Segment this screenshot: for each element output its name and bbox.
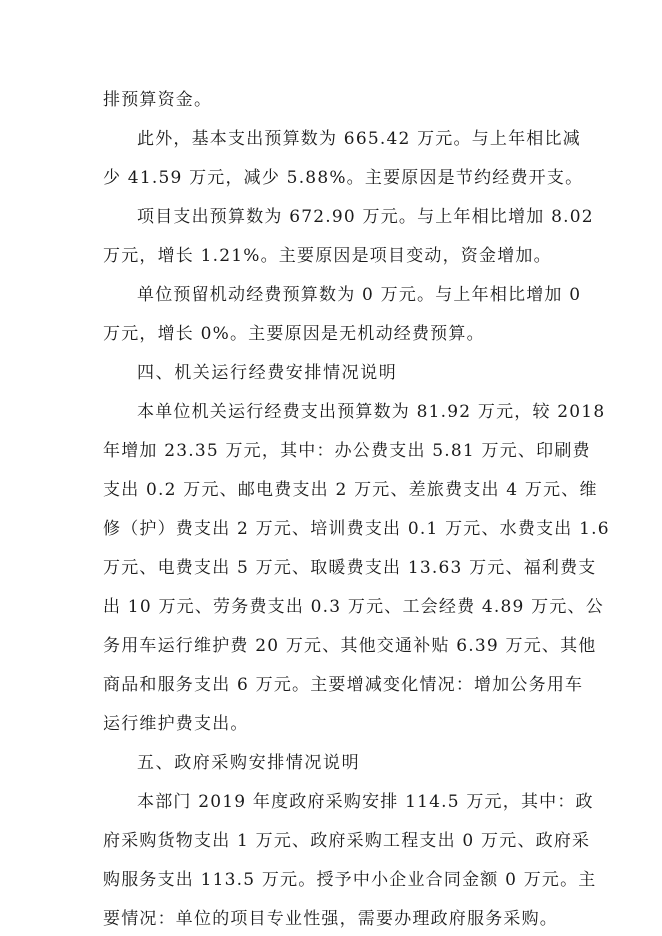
paragraph-basic-expenditure: 此外，基本支出预算数为 665.42 万元。与上年相比减 (137, 129, 581, 149)
text-line: 年增加 23.35 万元，其中：办公费支出 5.81 万元、印刷费 (103, 441, 591, 461)
text-line: 出 10 万元、劳务费支出 0.3 万元、工会经费 4.89 万元、公 (103, 597, 604, 617)
paragraph-government-procurement: 本部门 2019 年度政府采购安排 114.5 万元，其中：政 (137, 792, 594, 812)
paragraph-operating-expenses: 本单位机关运行经费支出预算数为 81.92 万元，较 2018 (137, 402, 606, 422)
text-line: 万元，增长 1.21%。主要原因是项目变动，资金增加。 (103, 246, 552, 266)
text-line: 万元、电费支出 5 万元、取暖费支出 13.63 万元、福利费支 (103, 558, 597, 578)
section-heading-4: 四、机关运行经费安排情况说明 (137, 363, 398, 383)
text-line: 修（护）费支出 2 万元、培训费支出 0.1 万元、水费支出 1.6 (103, 519, 610, 539)
text-line: 购服务支出 113.5 万元。授予中小企业合同金额 0 万元。主 (103, 870, 597, 890)
text-line: 运行维护费支出。 (103, 714, 249, 734)
text-line: 少 41.59 万元，减少 5.88%。主要原因是节约经费开支。 (103, 168, 584, 188)
text-line: 商品和服务支出 6 万元。主要增减变化情况：增加公务用车 (103, 675, 584, 695)
text-line: 府采购货物支出 1 万元、政府采购工程支出 0 万元、政府采 (103, 831, 591, 851)
text-line: 务用车运行维护费 20 万元、其他交通补贴 6.39 万元、其他 (103, 636, 597, 656)
text-line: 排预算资金。 (103, 90, 213, 110)
text-line: 要情况：单位的项目专业性强，需要办理政府服务采购。 (103, 909, 558, 929)
paragraph-project-expenditure: 项目支出预算数为 672.90 万元。与上年相比增加 8.02 (137, 207, 594, 227)
paragraph-reserve-funds: 单位预留机动经费预算数为 0 万元。与上年相比增加 0 (137, 285, 582, 305)
text-line: 万元，增长 0%。主要原因是无机动经费预算。 (103, 324, 485, 344)
section-heading-5: 五、政府采购安排情况说明 (137, 753, 361, 773)
text-line: 支出 0.2 万元、邮电费支出 2 万元、差旅费支出 4 万元、维 (103, 480, 598, 500)
